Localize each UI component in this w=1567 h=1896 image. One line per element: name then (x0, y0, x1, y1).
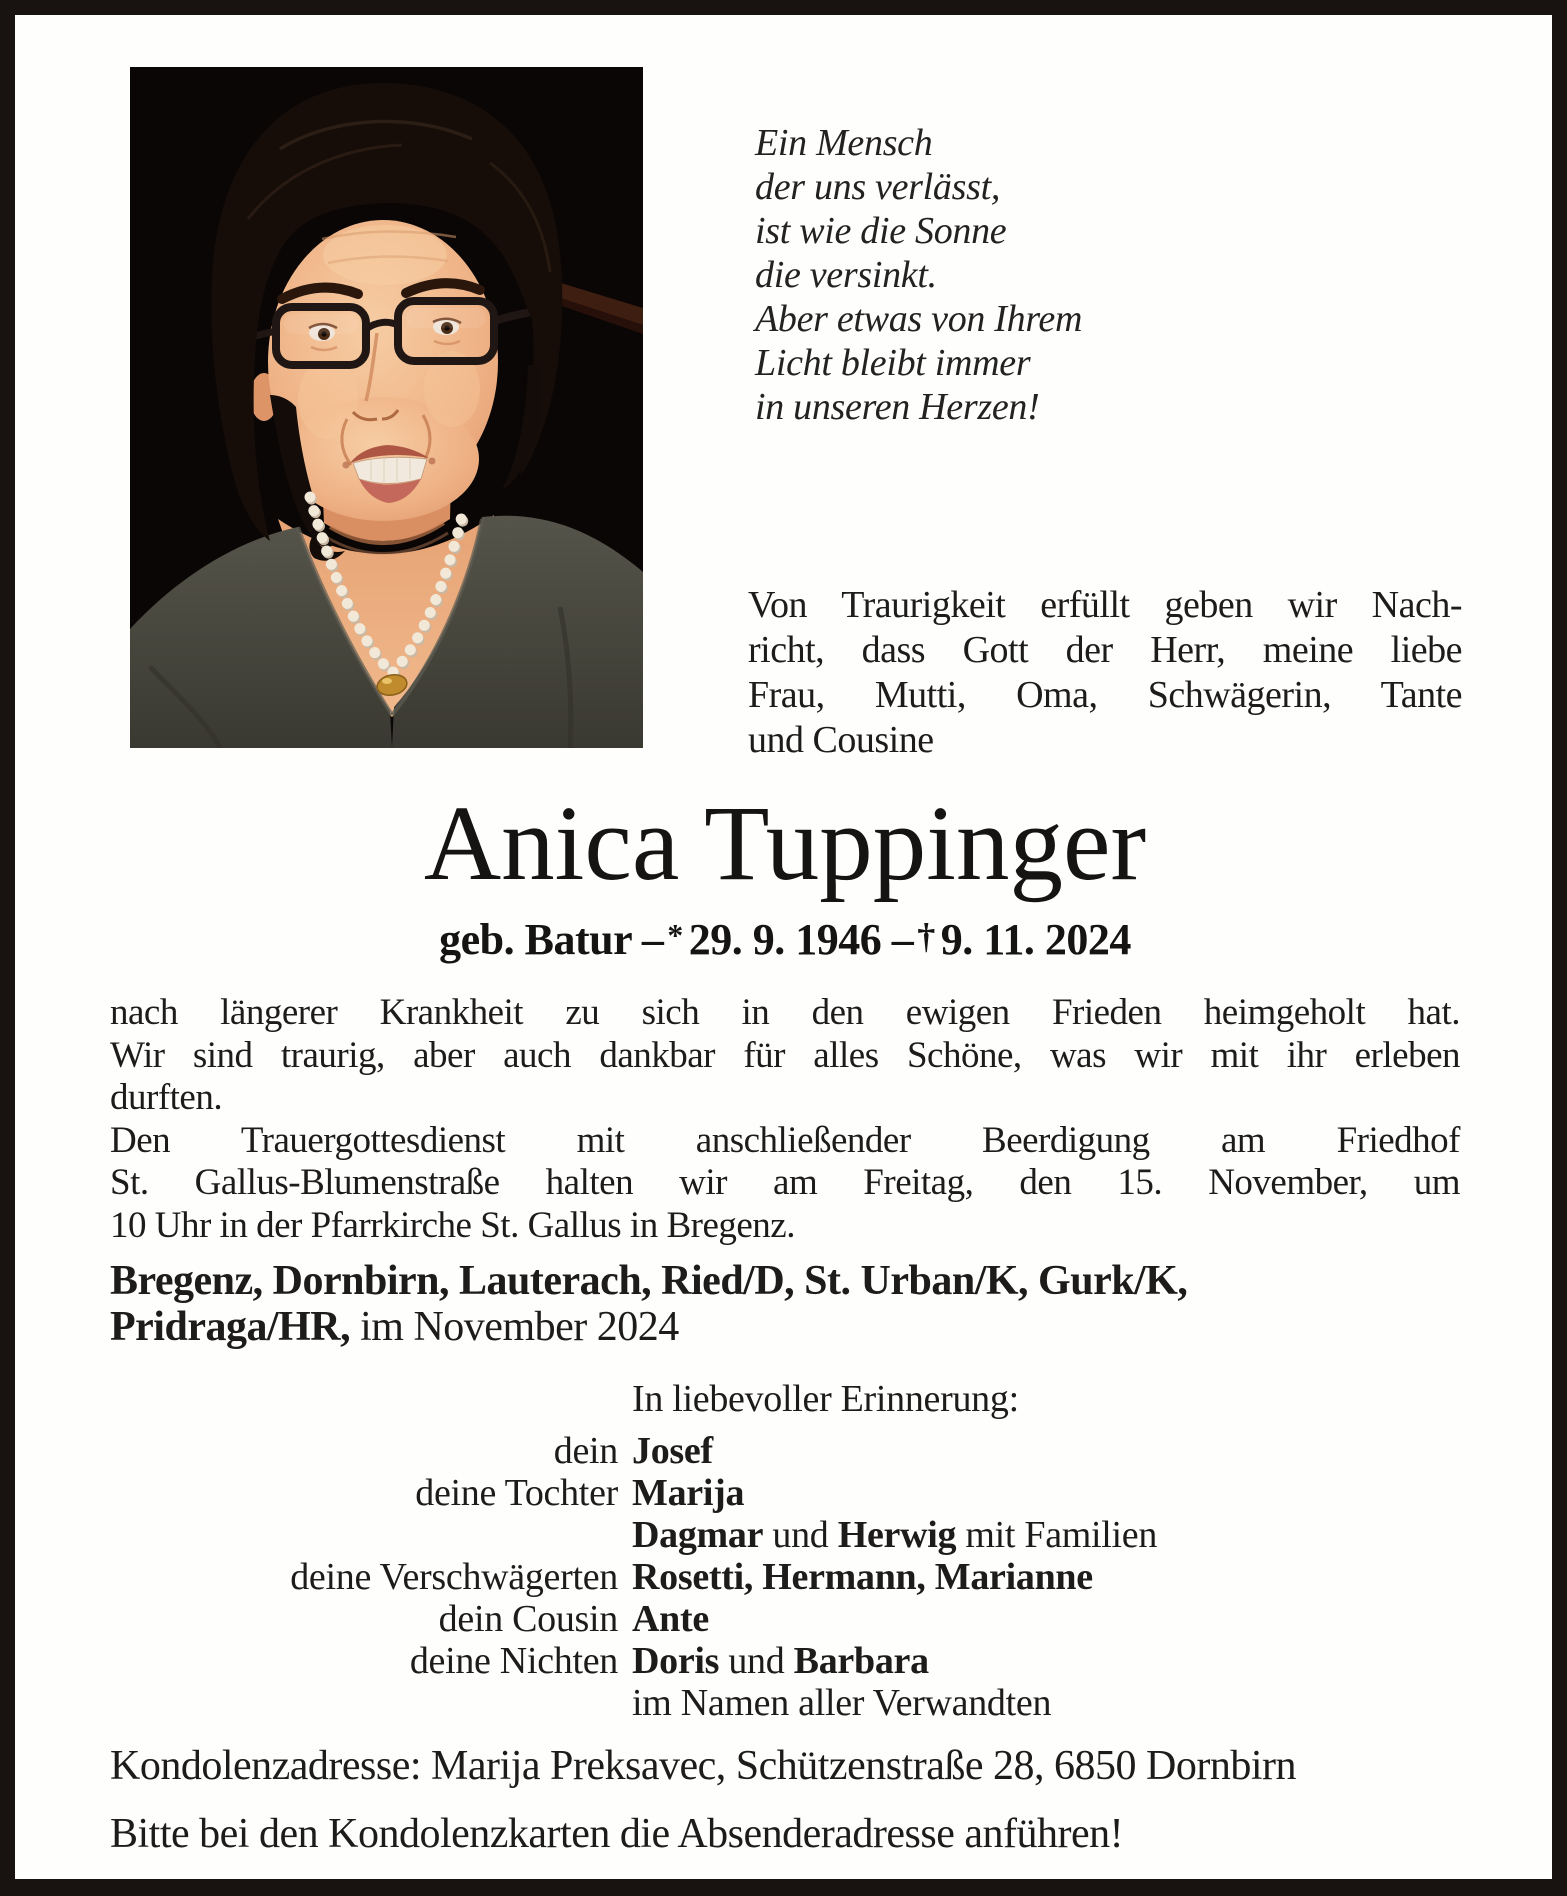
poem-line: in unseren Herzen! (755, 386, 1040, 428)
deceased-name: Anica Tuppinger (423, 785, 1147, 903)
family-intro: In liebevoller Erinnerung: (632, 1378, 1019, 1420)
family-member-names (632, 1640, 1460, 1682)
date-separator: – (891, 915, 914, 964)
announcement-line: Frau, Mutti, Oma, Schwägerin, Tante (748, 674, 1462, 716)
announcement-line: richt, dass Gott der Herr, meine liebe (748, 629, 1462, 671)
poem-line: Licht bleibt immer (755, 342, 1031, 384)
body-line: Den Trauergottesdienst mit anschließender Beerdigung am Friedhof (110, 1119, 1460, 1161)
family-row (110, 1640, 1460, 1682)
announcement-line: und Cousine (748, 719, 934, 761)
death-dagger-icon: † (917, 915, 935, 956)
condolence-address: Kondolenzadresse: Marija Preksavec, Schützenstraße 28, 6850 Dornbirn (110, 1743, 1296, 1789)
family-conjunction: und (719, 1640, 794, 1682)
relation-label: deine Nichten (409, 1640, 618, 1682)
announcement-line: Von Traurigkeit erfüllt geben wir Nach- (748, 584, 1462, 626)
family-name: Josef (632, 1430, 713, 1472)
date-separator: – (641, 915, 664, 964)
family-member-names (632, 1598, 1460, 1640)
family-name: Dagmar (632, 1514, 764, 1556)
body-paragraphs (110, 992, 1460, 1247)
family-name: Herwig (837, 1514, 957, 1556)
body-line: durften. (110, 1077, 223, 1118)
family-member-names (632, 1556, 1460, 1598)
portrait-photo (130, 67, 643, 748)
obituary-paper (15, 15, 1552, 1879)
family-section (110, 1378, 1460, 1724)
family-row (110, 1472, 1460, 1514)
cities-line-1 (110, 1258, 1460, 1304)
family-row (110, 1556, 1460, 1598)
cities-line (110, 1258, 1460, 1350)
body-line: 10 Uhr in der Pfarrkirche St. Gallus in Bregenz. (110, 1204, 795, 1246)
family-conjunction: und (763, 1514, 838, 1556)
family-member-names (632, 1472, 1460, 1514)
poem-line: Ein Mensch (755, 122, 933, 164)
sender-note: Bitte bei den Kondolenzkarten die Absenderadresse anführen! (110, 1811, 1124, 1857)
family-name: Doris (632, 1640, 720, 1682)
cities-date: im November 2024 (360, 1304, 679, 1350)
relation-label: deine Tochter (415, 1472, 618, 1514)
birth-date: 29. 9. 1946 (688, 915, 882, 964)
family-suffix: mit Familien (956, 1514, 1158, 1556)
family-name: Barbara (793, 1640, 929, 1682)
maiden-name: geb. Batur (439, 915, 632, 964)
family-row (110, 1430, 1460, 1472)
family-row (110, 1598, 1460, 1640)
cities-bold: Bregenz, Dornbirn, Lauterach, Ried/D, St. Urban/K, Gurk/K, (110, 1258, 1188, 1304)
relation-label (110, 1514, 632, 1556)
family-name: Ante (632, 1598, 709, 1640)
family-row (110, 1514, 1460, 1556)
cities-line-2 (110, 1304, 1460, 1350)
birth-star-icon: * (667, 918, 683, 954)
body-line: nach längerer Krankheit zu sich in den ewigen Frieden heimgeholt hat. (110, 992, 1460, 1033)
poem-line: Aber etwas von Ihrem (755, 298, 1083, 340)
body-line: St. Gallus-Blumenstraße halten wir am Freitag, den 15. November, um (110, 1162, 1460, 1203)
family-name: Rosetti, Hermann, Marianne (632, 1556, 1093, 1598)
relation-label: dein Cousin (438, 1598, 618, 1640)
family-member-names (632, 1430, 1460, 1472)
family-name: Marija (632, 1472, 745, 1514)
poem-line: ist wie die Sonne (755, 210, 1007, 252)
cities-bold: Pridraga/HR, (110, 1304, 351, 1350)
announcement-paragraph (748, 583, 1462, 763)
death-date: 9. 11. 2024 (940, 915, 1131, 964)
family-member-names (632, 1514, 1460, 1556)
poem-line: der uns verlässt, (755, 166, 1001, 208)
family-outro: im Namen aller Verwandten (632, 1682, 1052, 1724)
memorial-poem (755, 121, 1082, 429)
relation-label: dein (553, 1430, 618, 1472)
poem-line: die versinkt. (755, 254, 937, 296)
birth-death-dates (110, 914, 1460, 965)
body-line: Wir sind traurig, aber auch dankbar für alles Schöne, was wir mit ihr erleben (110, 1034, 1460, 1076)
relation-label: deine Verschwägerten (290, 1556, 618, 1598)
